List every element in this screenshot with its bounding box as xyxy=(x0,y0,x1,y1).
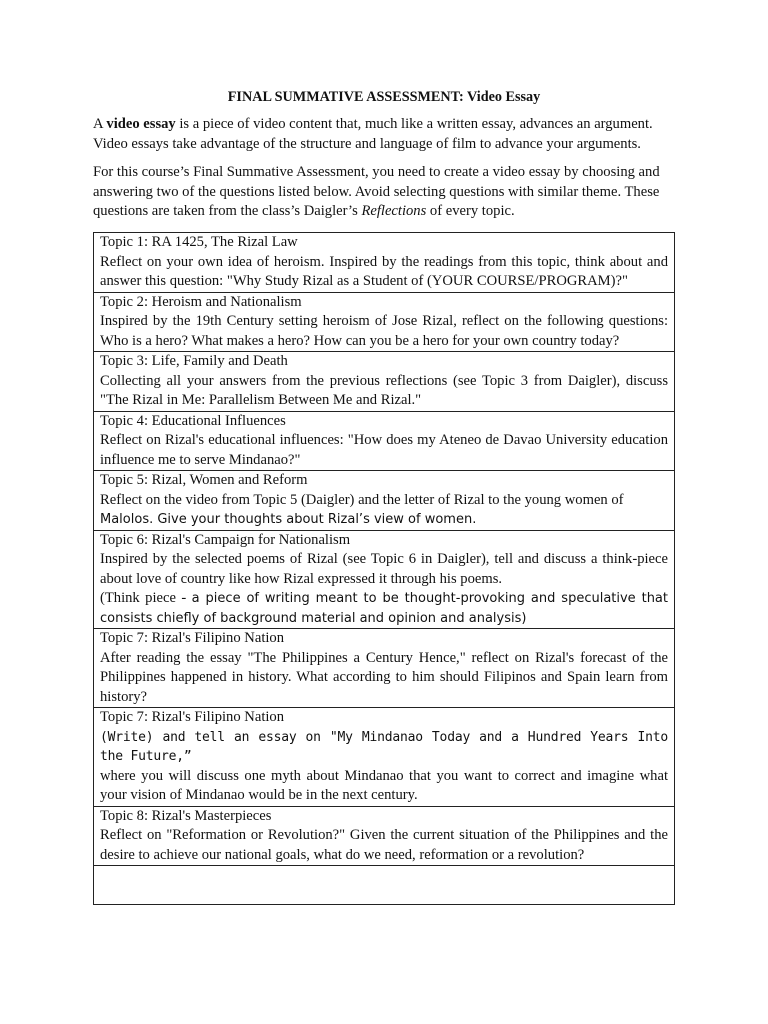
table-row xyxy=(94,806,675,866)
topic-heading: Topic 1: RA 1425, The Rizal Law xyxy=(100,234,298,250)
topic-body: Collecting all your answers from the previous reflections (see Topic 3 from Daigler), discuss "The Rizal in Me: Parallelism Between Me and Rizal." xyxy=(100,372,668,408)
topic-cell-9 xyxy=(94,806,675,866)
topic-heading: Topic 7: Rizal's Filipino Nation xyxy=(100,709,285,725)
topic-heading: Topic 8: Rizal's Masterpieces xyxy=(100,807,272,824)
table-row xyxy=(94,629,675,708)
topic-note xyxy=(100,589,668,628)
topic-body: Inspired by the 19th Century setting heroism of Jose Rizal, reflect on the following questions: Who is a hero? What makes a hero? How can you be a hero for your own country today? xyxy=(100,313,668,349)
topic-heading: Topic 6: Rizal's Campaign for Nationalism xyxy=(100,531,351,548)
table-row xyxy=(94,292,675,352)
instructions-after: of every topic. xyxy=(426,203,515,219)
topic-cell-2 xyxy=(94,292,675,352)
intro-term: video essay xyxy=(106,116,176,132)
topic-heading: Topic 5: Rizal, Women and Reform xyxy=(100,472,308,488)
topic-heading: Topic 7: Rizal's Filipino Nation xyxy=(100,630,285,646)
note-term: (Think piece - xyxy=(100,590,192,606)
topic-cell-5 xyxy=(94,471,675,531)
topic-cell-6 xyxy=(94,530,675,629)
table-row xyxy=(94,233,675,293)
intro-rest: is a piece of video content that, much like a written essay, advances an argument. Video essays take advantage of the structure and language of film to advance your arguments. xyxy=(93,116,653,152)
topic-heading: Topic 2: Heroism and Nationalism xyxy=(100,293,302,310)
instructions-before: For this course’s Final Summative Assessment, you need to create a video essay by choosing and answering two of the questions listed below. Avoid selecting questions with similar theme. These questions are taken from the class’s Daigler’s xyxy=(93,164,660,219)
topics-table xyxy=(93,232,675,905)
intro-prefix: A xyxy=(93,116,107,132)
document-title: FINAL SUMMATIVE ASSESSMENT: Video Essay xyxy=(227,89,541,105)
topic-body-mono: (Write) and tell an essay on "My Mindanao Today and a Hundred Years Into the Future,” xyxy=(100,729,668,764)
topic-cell-3 xyxy=(94,352,675,412)
topic-heading: Topic 4: Educational Influences xyxy=(100,412,286,429)
topic-body: where you will discuss one myth about Mindanao that you want to correct and imagine what your vision of Mindanao would be in the next century. xyxy=(100,767,668,803)
topic-body: Reflect on the video from Topic 5 (Daigler) and the letter of Rizal to the young women of xyxy=(100,491,624,508)
instructions-paragraph xyxy=(93,163,675,222)
topic-body-tail: Malolos. Give your thoughts about Rizal’s view of women. xyxy=(100,512,477,527)
topic-body: Reflect on "Reformation or Revolution?" Given the current situation of the Philippines and the desire to achieve our national goals, what do we need, reformation or a revolution? xyxy=(100,827,668,863)
instructions-italic: Reflections xyxy=(361,203,427,219)
topic-cell-4 xyxy=(94,411,675,471)
topic-heading: Topic 3: Life, Family and Death xyxy=(100,353,288,369)
topic-cell-8 xyxy=(94,708,675,807)
topic-body: Reflect on your own idea of heroism. Inspired by the readings from this topic, think about and answer this question: "Why Study Rizal as a Student of (YOUR COURSE/PROGRAM)?" xyxy=(100,253,668,289)
table-row-empty xyxy=(94,866,675,905)
topic-cell-7 xyxy=(94,629,675,708)
table-row xyxy=(94,352,675,412)
note-definition: a piece of writing meant to be thought-provoking and speculative that consists chiefly of background material and opinion and analysis) xyxy=(100,591,668,626)
empty-cell xyxy=(94,866,675,905)
topic-cell-1 xyxy=(94,233,675,293)
table-row xyxy=(94,471,675,531)
table-row xyxy=(94,708,675,807)
topic-body: After reading the essay "The Philippines a Century Hence," reflect on Rizal's forecast of the Philippines happened in history. What according to him should Filipinos and Spain learn from history? xyxy=(100,649,668,705)
table-row xyxy=(94,530,675,629)
table-row xyxy=(94,411,675,471)
topic-body: Reflect on Rizal's educational influences: "How does my Ateneo de Davao University education influence me to serve Mindanao?" xyxy=(100,432,668,468)
intro-paragraph xyxy=(93,115,675,154)
topic-body: Inspired by the selected poems of Rizal (see Topic 6 in Daigler), tell and discuss a think-piece about love of country like how Rizal expressed it through his poems. xyxy=(100,551,668,587)
